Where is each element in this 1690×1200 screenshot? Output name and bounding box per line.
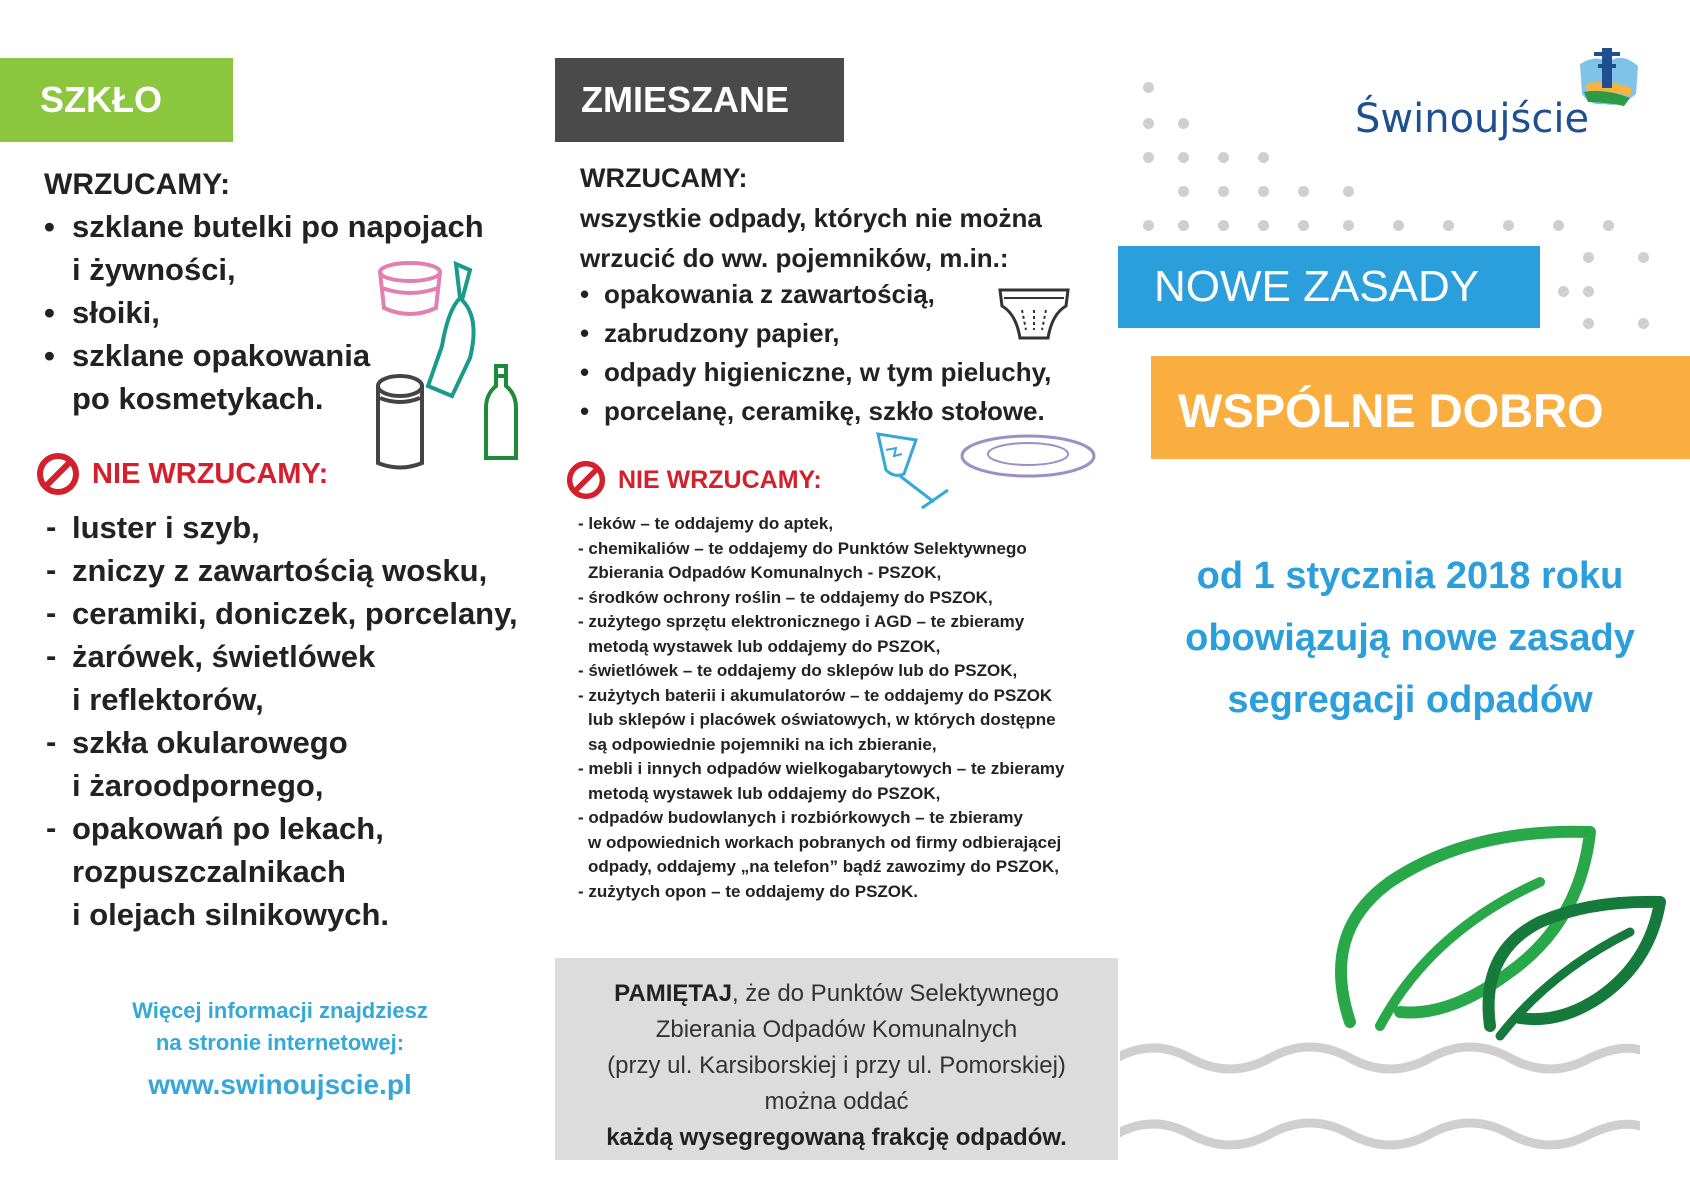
glass-items-illustration xyxy=(370,258,540,473)
list-item: - opakowań po lekach, rozpuszczalnikach i olejach silnikowych. xyxy=(44,807,564,936)
more-info xyxy=(60,995,500,1107)
prohibited-icon xyxy=(566,460,606,500)
list-item: • odpady higieniczne, w tym pieluchy, xyxy=(580,353,1120,392)
list-item: • zabrudzony papier, xyxy=(580,314,1120,353)
zmieszane-throw-intro: wszystkie odpady, których nie można wrzucić do ww. pojemników, m.in.: xyxy=(580,203,1042,273)
bottle-icon xyxy=(428,264,474,396)
szklo-throw-heading: WRZUCAMY: xyxy=(44,168,231,201)
remember-last: każdą wysegregowaną frakcję odpadów. xyxy=(606,1124,1067,1151)
list-item: • porcelanę, ceramikę, szkło stołowe. xyxy=(580,392,1120,431)
list-item: - luster i szyb, xyxy=(44,506,564,549)
szklo-no-list xyxy=(44,506,564,936)
zmieszane-no-heading-text: NIE WRZUCAMY: xyxy=(618,465,822,494)
list-item: - środków ochrony roślin – te oddajemy do PSZOK, xyxy=(578,587,993,607)
list-item: - zużytego sprzętu elektronicznego i AGD – te zbieramy metodą wystawek lub oddajemy do PSZOK, xyxy=(578,612,1025,656)
szklo-no-heading-text: NIE WRZUCAMY: xyxy=(92,457,329,490)
list-item: • słoiki, xyxy=(44,291,534,334)
announcement-line1: od 1 stycznia 2018 roku xyxy=(1196,555,1624,597)
list-item: - zużytych opon – te oddajemy do PSZOK. xyxy=(578,881,919,901)
bottle-icon xyxy=(486,366,516,458)
szklo-tab xyxy=(0,58,233,142)
jar-icon xyxy=(380,263,440,314)
jar-icon xyxy=(378,376,422,468)
more-info-line1: Więcej informacji znajdziesz xyxy=(132,998,428,1023)
zmieszane-tab xyxy=(555,58,844,142)
city-logo-text: Świnoujście xyxy=(1355,96,1590,142)
list-item: - mebli i innych odpadów wielkogabarytowych – te zbieramy metodą wystawek lub oddajemy do PSZOK, xyxy=(578,759,1065,803)
list-item: - chemikaliów – te oddajemy do Punktów Selektywnego Zbierania Odpadów Komunalnych - PSZOK, xyxy=(578,538,1027,582)
list-item: - świetlówek – te oddajemy do sklepów lub do PSZOK, xyxy=(578,661,1018,680)
plate-icon xyxy=(958,432,1098,484)
prohibited-icon xyxy=(36,452,80,496)
remember-bold: PAMIĘTAJ xyxy=(614,980,732,1007)
leaves-icon xyxy=(1330,812,1680,1044)
zmieszane-no-list xyxy=(578,512,1138,904)
list-item: - zniczy z zawartością wosku, xyxy=(44,549,564,592)
announcement xyxy=(1130,550,1690,726)
list-item: - odpadów budowlanych i rozbiórkowych – te zbieramy w odpowiednich workach pobranych od firmy odbierającej odpady, oddajemy „na telefon” bądź zawozimy do PSZOK, xyxy=(578,808,1062,876)
szklo-no-heading xyxy=(36,452,328,496)
zmieszane-tab-label: ZMIESZANE xyxy=(581,79,790,120)
remember-box xyxy=(555,958,1118,1160)
list-item: - zużytych baterii i akumulatorów – te oddajemy do PSZOK lub sklepów i placówek oświatowych, w których dostępne są odpowiednie pojemniki na ich zbieranie, xyxy=(578,685,1056,754)
announcement-line2: obowiązują nowe zasady xyxy=(1185,617,1635,659)
list-item: • opakowania z zawartością, xyxy=(580,275,1120,314)
waves-decoration xyxy=(1120,1030,1640,1170)
banner-new-rules xyxy=(1118,246,1540,328)
banner-common-good-text: WSPÓLNE DOBRO xyxy=(1178,384,1604,437)
website-link[interactable]: www.swinoujscie.pl xyxy=(148,1069,412,1100)
banner-new-rules-text: NOWE ZASADY xyxy=(1154,262,1480,311)
remember-text: , że do Punktów Selektywnego Zbierania Odpadów Komunalnych (przy ul. Karsiborskiej i przy ul. Pomorskiej) można oddać xyxy=(607,980,1066,1115)
zmieszane-no-heading xyxy=(566,460,822,500)
list-item: - żarówek, świetlówek i reflektorów, xyxy=(44,635,564,721)
szklo-tab-label: SZKŁO xyxy=(40,79,162,120)
banner-common-good xyxy=(1151,356,1690,459)
list-item: - leków – te oddajemy do aptek, xyxy=(578,514,834,533)
zmieszane-throw-heading: WRZUCAMY: xyxy=(580,163,748,193)
diaper-icon xyxy=(996,284,1072,344)
announcement-line3: segregacji odpadów xyxy=(1227,679,1593,721)
more-info-line2: na stronie internetowej: xyxy=(155,1030,405,1055)
list-item: • szklane butelki po napojach i żywności, xyxy=(44,205,534,291)
list-item: • szklane opakowania po kosmetykach. xyxy=(44,334,534,420)
list-item: - szkła okularowego i żaroodpornego, xyxy=(44,721,564,807)
list-item: - ceramiki, doniczek, porcelany, xyxy=(44,592,564,635)
